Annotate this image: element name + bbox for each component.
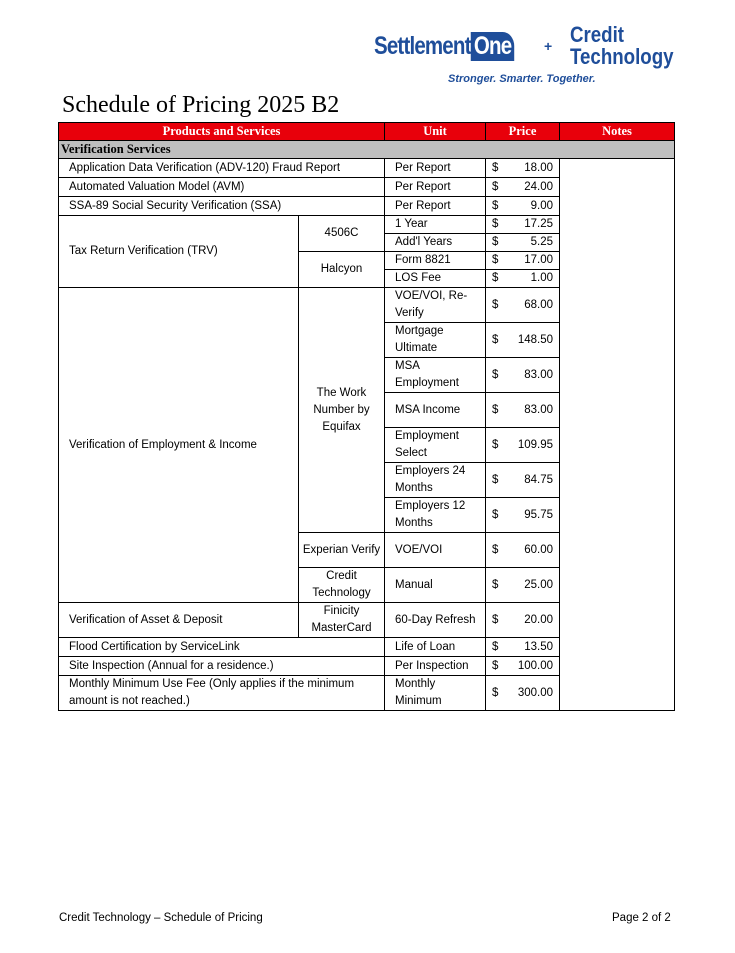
product-cell: Verification of Employment & Income (59, 288, 299, 603)
section-row (59, 141, 675, 159)
price-cell: $ 25.00 (486, 568, 560, 603)
price-cell: $ 84.75 (486, 463, 560, 498)
unit-cell: Per Inspection (385, 657, 486, 676)
product-cell: Tax Return Verification (TRV) (59, 216, 299, 288)
unit-cell: Per Report (385, 159, 486, 178)
unit-cell: Employment Select (385, 428, 486, 463)
price-cell: $ 1.00 (486, 270, 560, 288)
price-cell: $ 9.00 (486, 197, 560, 216)
unit-cell: Life of Loan (385, 638, 486, 657)
product-cell: Monthly Minimum Use Fee (Only applies if the minimum amount is not reached.) (59, 676, 385, 711)
settlement-one-logo: Settlement One (374, 32, 515, 61)
product-cell: Application Data Verification (ADV-120) Fraud Report (59, 159, 385, 178)
product-cell: SSA-89 Social Security Verification (SSA) (59, 197, 385, 216)
subcategory-cell: Finicity MasterCard (299, 603, 385, 638)
unit-cell: 1 Year (385, 216, 486, 234)
price-cell: $ 20.00 (486, 603, 560, 638)
unit-cell: Employers 24 Months (385, 463, 486, 498)
header-products: Products and Services (59, 123, 385, 141)
header-price: Price (486, 123, 560, 141)
unit-cell: MSA Income (385, 393, 486, 428)
price-cell: $ 5.25 (486, 234, 560, 252)
unit-cell: LOS Fee (385, 270, 486, 288)
price-cell: $ 68.00 (486, 288, 560, 323)
price-cell: $ 95.75 (486, 498, 560, 533)
price-cell: $ 100.00 (486, 657, 560, 676)
price-cell: $ 300.00 (486, 676, 560, 711)
subcategory-cell: 4506C (299, 216, 385, 252)
unit-cell: Form 8821 (385, 252, 486, 270)
unit-cell: Add'l Years (385, 234, 486, 252)
header-notes: Notes (560, 123, 675, 141)
header-unit: Unit (385, 123, 486, 141)
price-cell: $ 24.00 (486, 178, 560, 197)
price-cell: $ 17.00 (486, 252, 560, 270)
price-cell: $ 13.50 (486, 638, 560, 657)
page-title: Schedule of Pricing 2025 B2 (62, 92, 340, 118)
table-header-row (59, 123, 675, 141)
product-cell: Verification of Asset & Deposit (59, 603, 299, 638)
product-cell: Automated Valuation Model (AVM) (59, 178, 385, 197)
unit-cell: VOE/VOI, Re-Verify (385, 288, 486, 323)
price-cell: $ 17.25 (486, 216, 560, 234)
logo-tagline: Stronger. Smarter. Together. (448, 73, 596, 85)
price-cell: $ 109.95 (486, 428, 560, 463)
footer-document-name: Credit Technology – Schedule of Pricing (59, 912, 263, 924)
subcategory-cell: Experian Verify (299, 533, 385, 568)
subcategory-cell: Credit Technology (299, 568, 385, 603)
product-cell: Site Inspection (Annual for a residence.) (59, 657, 385, 676)
table-row (59, 159, 675, 178)
notes-cell (560, 159, 675, 711)
price-cell: $ 83.00 (486, 358, 560, 393)
unit-cell: Mortgage Ultimate (385, 323, 486, 358)
price-cell: $ 60.00 (486, 533, 560, 568)
unit-cell: Monthly Minimum (385, 676, 486, 711)
unit-cell: 60-Day Refresh (385, 603, 486, 638)
footer-page-number: Page 2 of 2 (612, 912, 671, 924)
unit-cell: Per Report (385, 197, 486, 216)
company-logo (374, 24, 680, 92)
section-verification-services: Verification Services (59, 141, 675, 159)
subcategory-cell: The Work Number by Equifax (299, 288, 385, 533)
subcategory-cell: Halcyon (299, 252, 385, 288)
unit-cell: Employers 12 Months (385, 498, 486, 533)
unit-cell: MSA Employment (385, 358, 486, 393)
unit-cell: VOE/VOI (385, 533, 486, 568)
price-cell: $ 148.50 (486, 323, 560, 358)
product-cell: Flood Certification by ServiceLink (59, 638, 385, 657)
unit-cell: Manual (385, 568, 486, 603)
price-cell: $ 18.00 (486, 159, 560, 178)
credit-technology-logo: Credit Technology (570, 22, 674, 69)
logo-plus-sign: + (544, 38, 553, 54)
price-cell: $ 83.00 (486, 393, 560, 428)
unit-cell: Per Report (385, 178, 486, 197)
pricing-table (58, 122, 675, 711)
